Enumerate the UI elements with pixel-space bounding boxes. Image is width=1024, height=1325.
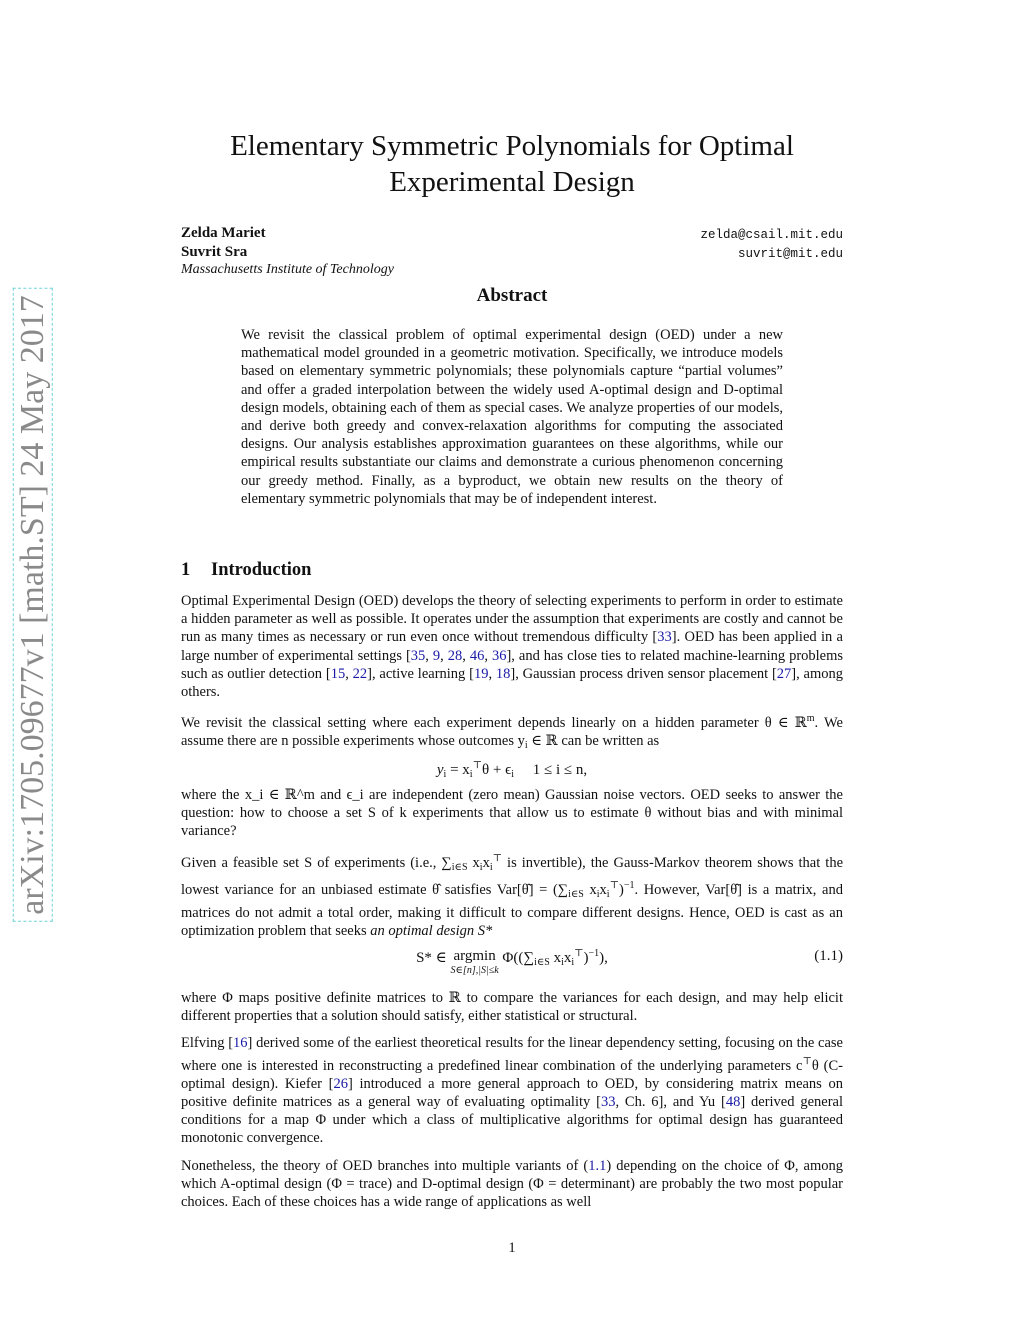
section-title: Introduction — [211, 560, 312, 580]
arxiv-stamp-text: arXiv:1705.09677v1 [math.ST] 24 May 2017 — [13, 288, 53, 922]
paragraph-2: We revisit the classical setting where each experiment depends linearly on a hidden parameter θ ∈ ℝ$^m$. We assume there are n possible experiments whose outcomes $y_i$ ∈ ℝ can be written as — [181, 713, 843, 752]
equation-ref-link[interactable]: 1.1 — [588, 1157, 607, 1174]
section-number: 1 — [181, 560, 191, 580]
author-email[interactable]: zelda@csail.mit.edu — [700, 228, 843, 242]
author-email[interactable]: suvrit@mit.edu — [737, 246, 843, 261]
email-block — [700, 226, 843, 263]
equation-1-1: S* ∈ argmin S∈[n],|S|≤k $\Phi((\sum_{i\in S}$ $x_ix_i^⊤)^{-1}$), (1.1) — [416, 948, 843, 976]
citation-link[interactable]: 15 — [330, 665, 346, 682]
paragraph-7: Nonetheless, the theory of OED branches into multiple variants of (1.1) depending on the choice of Φ, among which A-optimal design (Φ = trace) and D-optimal design (Φ = determinant) are probably the two most popular choices. Each of these choices has a wide range of applications as well — [181, 1157, 843, 1211]
citation-link[interactable]: 36 — [491, 647, 507, 664]
abstract-heading: Abstract — [476, 285, 548, 306]
citation-link[interactable]: 35 — [410, 647, 426, 664]
author-block — [181, 224, 394, 280]
page-number: 1 — [508, 1240, 516, 1256]
citation-link[interactable]: 33 — [600, 1094, 616, 1111]
citation-link[interactable]: 18 — [495, 665, 511, 682]
citation-link[interactable]: 27 — [776, 665, 792, 682]
paragraph-6: Elfving [16] derived some of the earliest theoretical results for the linear dependency setting, focusing on the case where one is interested in reconstructing a predefined linear combination of the underlying parameters c⊤θ (C-optimal design). Kiefer [26] introduced a more general approach to OED, by considering matrix means on positive definite matrices as a general way of evaluating optimality [33, Ch. 6], and Yu [48] derived general conditions for a map Φ under which a class of multiplicative algorithms for optimal design has guaranteed monotonic convergence. — [181, 1035, 843, 1147]
citation-link[interactable]: 48 — [725, 1094, 741, 1111]
paragraph-5: where Φ maps positive definite matrices to ℝ to compare the variances for each design, and may help elicit different properties that a solution should satisfy, either statistical or structural. — [181, 990, 843, 1025]
paragraph-3: where the x_i ∈ ℝ^m and ϵ_i are independent (zero mean) Gaussian noise vectors. OED seeks to answer the question: how to choose a set S of k experiments that allow us to estimate θ without bias and with minimal variance? — [181, 787, 843, 840]
equation-number: (1.1) — [814, 948, 843, 964]
author-name: Zelda Mariet — [181, 225, 266, 241]
citation-link[interactable]: 46 — [469, 647, 485, 664]
citation-link[interactable]: 16 — [233, 1035, 248, 1052]
abstract-text: We revisit the classical problem of optimal experimental design (OED) under a new mathematical model grounded in a geometric motivation. Specifically, we introduce models based on elementary symmetric polynomials; these polynomials capture “partial volumes” and offer a graded interpolation between the widely used A-optimal design and D-optimal design models, obtaining each of them as special cases. We analyze properties of our models, and derive both greedy and convex-relaxation algorithms for computing the associated designs. Our analysis establishes approximation guarantees on these algorithms, while our empirical results substantiate our claims and demonstrate a curious phenomenon concerning our greedy method. Finally, as a byproduct, we obtain new results on the theory of elementary symmetric polynomials that may be of independent interest. — [241, 327, 783, 507]
equation-linear-model: $y_i = x_i^⊤\theta + \epsilon_i$ 1 ≤ i ≤ n, — [436, 760, 588, 780]
argmin-operator: argmin S∈[n],|S|≤k — [450, 948, 499, 976]
citation-link[interactable]: 22 — [352, 665, 368, 682]
body-text-bottom — [181, 989, 843, 1220]
paper-title: Elementary Symmetric Polynomials for Optimal Experimental Design — [230, 130, 794, 198]
citation-link[interactable]: 28 — [447, 647, 463, 664]
paragraph-1: Optimal Experimental Design (OED) develops the theory of selecting experiments to perform in order to estimate a hidden parameter as well as possible. It operates under the assumption that experiments are costly and cannot be run as many times as necessary or run even once without tremendous difficulty [33]. OED has been applied in a large number of experimental settings [35, 9, 28, 46, 36], and has close ties to related machine-learning problems such as outlier detection [15, 22], active learning [19, 18], Gaussian process driven sensor placement [27], among others. — [181, 593, 844, 701]
body-text-top — [181, 592, 843, 765]
citation-link[interactable]: 26 — [333, 1075, 348, 1092]
citation-link[interactable]: 9 — [432, 647, 441, 664]
citation-link[interactable]: 33 — [657, 629, 672, 646]
arxiv-stamp — [12, 290, 54, 920]
paragraph-4: Given a feasible set S of experiments (i.e., $\sum_{i\in S}$ $x_ix_i^⊤$ is invertible), the Gauss-Markov theorem shows that the lowest variance for an unbiased estimate θ̂ satisfies Var[θ̂] = ($\sum_{i\in S}$ $x_ix_i^⊤)^{-1}$. However, Var[θ̂] is a matrix, and matrices do not admit a total order, making it difficult to compare different designs. Hence, OED is cast as an optimization problem that seeks an optimal design S* — [181, 852, 844, 940]
section-heading — [181, 560, 311, 581]
body-text-middle — [181, 786, 843, 949]
author-name: Suvrit Sra — [181, 243, 248, 260]
citation-link[interactable]: 19 — [473, 665, 489, 682]
affiliation: Massachusetts Institute of Technology — [181, 262, 394, 277]
